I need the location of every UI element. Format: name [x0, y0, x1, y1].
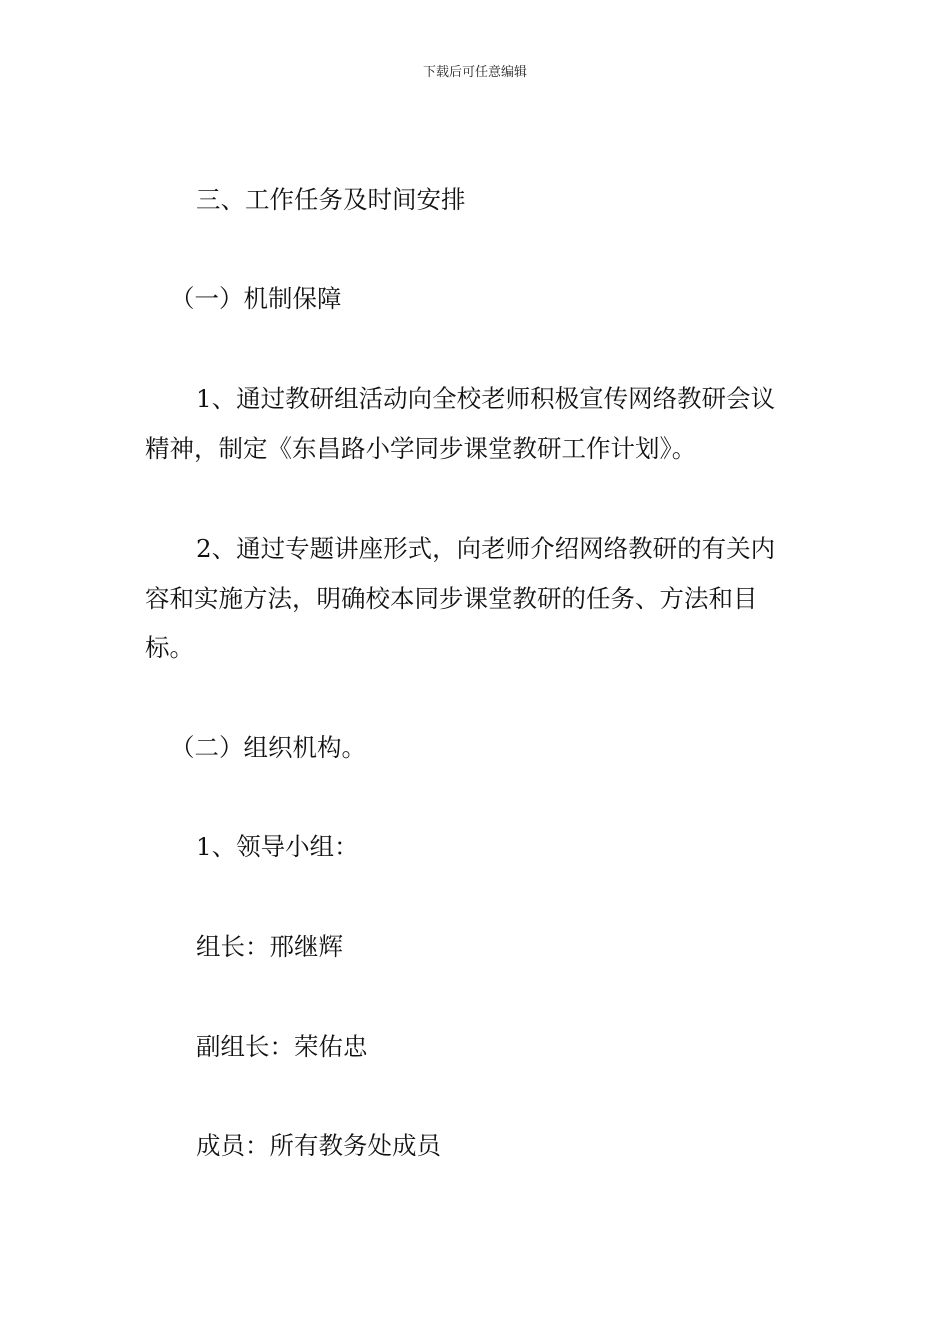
- leader-line: 组长：邢继辉: [196, 932, 343, 961]
- deputy-leader-line: 副组长：荣佑忠: [196, 1032, 368, 1061]
- section-title: 三、工作任务及时间安排: [196, 185, 466, 214]
- members-line: 成员：所有教务处成员: [196, 1131, 441, 1160]
- subsection-heading-organization: （二）组织机构。: [170, 733, 366, 762]
- subsection-heading-mechanism: （一）机制保障: [170, 284, 342, 313]
- paragraph-item-2-line-2: 容和实施方法，明确校本同步课堂教研的任务、方法和目: [145, 584, 758, 613]
- leadership-group-title: 1、领导小组：: [196, 832, 359, 861]
- paragraph-item-2-line-3: 标。: [145, 633, 194, 662]
- page-header-note: 下载后可任意编辑: [422, 65, 527, 80]
- paragraph-item-1-line-2: 精神，制定《东昌路小学同步课堂教研工作计划》。: [145, 434, 697, 463]
- paragraph-item-2-line-1: 2、通过专题讲座形式，向老师介绍网络教研的有关内: [196, 534, 776, 563]
- paragraph-item-1-line-1: 1、通过教研组活动向全校老师积极宣传网络教研会议: [196, 384, 776, 413]
